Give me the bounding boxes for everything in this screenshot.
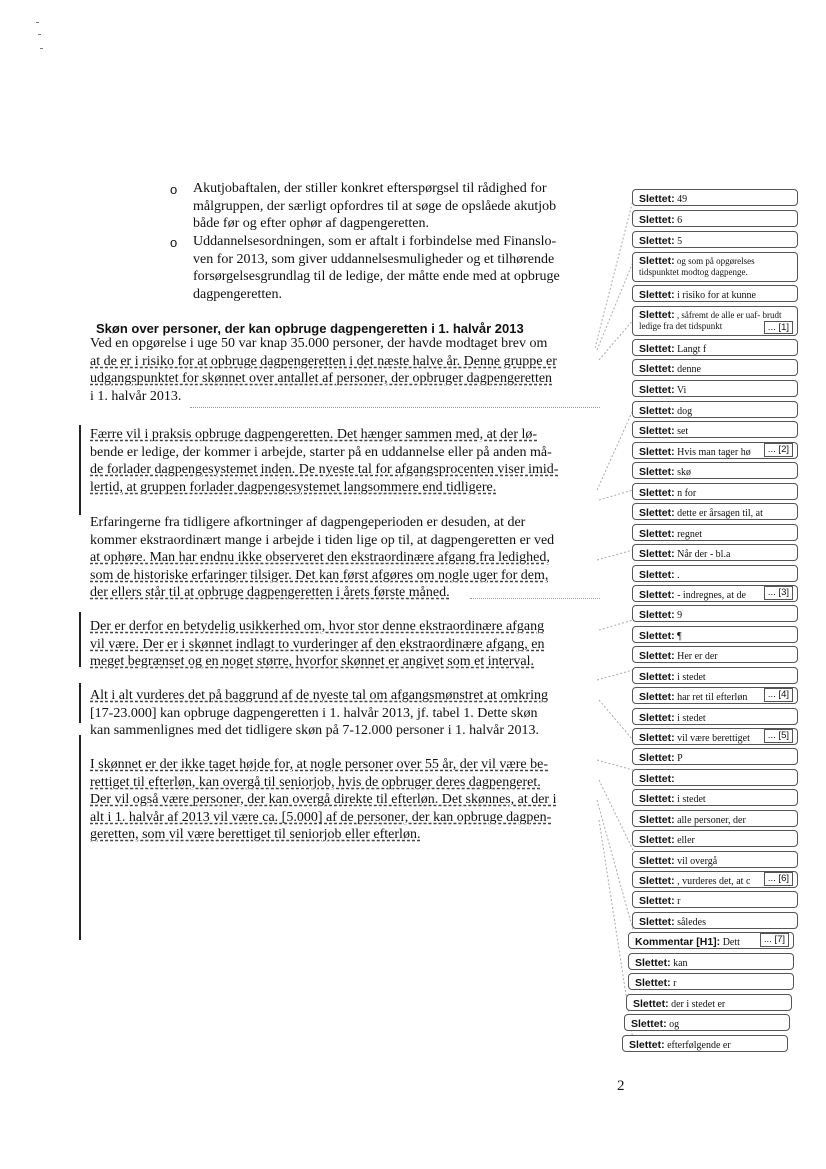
balloon-7[interactable]: Slettet: Langt f <box>632 339 798 356</box>
balloon-32[interactable]: Slettet: vil overgå <box>632 851 798 868</box>
balloon-40[interactable]: Slettet: og <box>624 1014 790 1031</box>
balloon-24[interactable]: Slettet: har ret til efterløn ... [4] <box>632 687 798 704</box>
balloon-39[interactable]: Slettet: der i stedet er <box>626 994 792 1011</box>
more-button[interactable]: ... [1] <box>764 321 793 334</box>
change-bar <box>79 735 81 940</box>
balloon-33[interactable]: Slettet: , vurderes det, at c ... [6] <box>632 871 798 888</box>
scan-mark <box>40 48 43 49</box>
balloon-1[interactable]: Slettet: 49 <box>632 189 798 206</box>
balloon-26[interactable]: Slettet: vil være berettiget ... [5] <box>632 728 798 745</box>
balloon-13[interactable]: Slettet: skø <box>632 462 798 479</box>
balloon-16[interactable]: Slettet: regnet <box>632 524 798 541</box>
balloon-3[interactable]: Slettet: 5 <box>632 231 798 248</box>
balloon-connectors <box>595 200 635 1040</box>
page-number: 2 <box>617 1078 625 1094</box>
more-button[interactable]: ... [3] <box>764 586 793 600</box>
balloon-10[interactable]: Slettet: dog <box>632 401 798 418</box>
leader-line <box>470 598 600 599</box>
balloon-25[interactable]: Slettet: i stedet <box>632 708 798 725</box>
balloon-19[interactable]: Slettet: - indregnes, at de ... [3] <box>632 585 798 602</box>
scan-mark <box>36 22 39 23</box>
paragraph-1: Ved en opgørelse i uge 50 var knap 35.000 personer, der havde modtaget brev om at de er i risiko for at opbruge dagpengeretten i det næste halve år. Denne gruppe er udgangspunktet for skønnet over antallet af personer, der opbruger dagpengeretten i 1. halvår 2013. <box>90 336 557 404</box>
balloon-38[interactable]: Slettet: r <box>628 973 794 990</box>
balloon-8[interactable]: Slettet: denne <box>632 359 798 376</box>
balloon-27[interactable]: Slettet: P <box>632 748 798 765</box>
balloon-23[interactable]: Slettet: i stedet <box>632 667 798 684</box>
balloon-18[interactable]: Slettet: . <box>632 565 798 582</box>
balloon-22[interactable]: Slettet: Her er der <box>632 646 798 663</box>
paragraph-3: Erfaringerne fra tidligere afkortninger af dagpengeperioden er desuden, at der kommer ekstraordinært mange i arbejde i tiden lige op til, at dagpengeretten er ved at ophøre. Man har endnu ikke observeret den ekstraordinære afgang fra ledighed, som de historiske erfaringer tilsiger. Det kan først afgøres om nogle uger for dem, der ellers står til at opbruge dagpengeretten i årets første måned. <box>90 515 555 600</box>
bullet-marker: o <box>170 182 178 197</box>
bullet-item-akutjob: Akutjobaftalen, der stiller konkret efterspørgsel til rådighed for målgruppen, der særligt opfordres til at søge de opslåede akutjob både før og efter ophør af dagpengeretten. <box>193 181 557 231</box>
bullet-item-uddannelse: Uddannelsesordningen, som er aftalt i forbindelse med Finanslo- ven for 2013, som giver uddannelsesmuligheder og et tilhørende forsørgelsesgrundlag til de ledige, der måtte ende med at opbruge dagpengeretten. <box>193 234 560 302</box>
change-bar <box>79 683 81 723</box>
paragraph-5: Alt i alt vurderes det på baggrund af de nyeste tal om afgangsmønstret at omkring [17-23.000] kan opbruge dagpengeretten i 1. halvår 2013, jf. tabel 1. Dette skøn kan sammenlignes med det tidligere skøn på 7-12.000 personer i 1. halvår 2013. <box>90 688 548 738</box>
change-bar <box>79 612 81 667</box>
balloon-37[interactable]: Slettet: kan <box>628 953 794 970</box>
more-button[interactable]: ... [7] <box>760 933 789 947</box>
section-heading: Skøn over personer, der kan opbruge dagpengeretten i 1. halvår 2013 <box>96 321 524 336</box>
balloon-14[interactable]: Slettet: n for <box>632 483 798 500</box>
balloon-29[interactable]: Slettet: i stedet <box>632 789 798 806</box>
balloon-9[interactable]: Slettet: Vi <box>632 380 798 397</box>
balloon-31[interactable]: Slettet: eller <box>632 830 798 847</box>
more-button[interactable]: ... [5] <box>764 729 793 743</box>
leader-line <box>190 407 600 408</box>
bullet-marker: o <box>170 235 178 250</box>
balloon-35[interactable]: Slettet: således <box>632 912 798 929</box>
balloon-6[interactable]: Slettet: , såfremt de alle er uaf- brudt ledige fra det tidspunkt ... [1] <box>632 306 798 336</box>
more-button[interactable]: ... [2] <box>764 443 793 457</box>
balloon-5[interactable]: Slettet: i risiko for at kunne <box>632 285 798 302</box>
balloon-4[interactable]: Slettet: og som på opgørelses tidspunktet modtog dagpenge. <box>632 252 798 282</box>
scan-mark <box>38 34 41 35</box>
balloon-34[interactable]: Slettet: r <box>632 891 798 908</box>
balloon-20[interactable]: Slettet: 9 <box>632 605 798 622</box>
more-button[interactable]: ... [6] <box>764 872 793 886</box>
comment-balloon[interactable]: Kommentar [H1]: Dett ... [7] <box>628 932 794 949</box>
paragraph-2: Færre vil i praksis opbruge dagpengeretten. Det hænger sammen med, at der lø- bende er ledige, der kommer i arbejde, starter på en uddannelse eller på anden må- de forlader dagpengesystemet inden. De nyeste tal for afgangsprocenten viser imid- lertid, at gruppen forlader dagpengesystemet langsommere end tidligere. <box>90 427 559 495</box>
balloon-2[interactable]: Slettet: 6 <box>632 210 798 227</box>
balloon-15[interactable]: Slettet: dette er årsagen til, at <box>632 503 798 520</box>
balloon-28[interactable]: Slettet: <box>632 769 798 786</box>
balloon-11[interactable]: Slettet: set <box>632 421 798 438</box>
change-bar <box>79 425 81 515</box>
balloon-30[interactable]: Slettet: alle personer, der <box>632 810 798 827</box>
paragraph-6: I skønnet er der ikke taget højde for, at nogle personer over 55 år, der vil være be- rettiget til efterløn, kan overgå til seniorjob, hvis de opbruger deres dagpengeret. Der vil også være personer, der kan overgå direkte til efterløn. Det skønnes, at der i alt i 1. halvår af 2013 vil være ca. [5.000] af de personer, der kan opbruge dagpen- geretten, som vil være berettiget til seniorjob eller efterløn. <box>90 757 557 842</box>
paragraph-4: Der er derfor en betydelig usikkerhed om, hvor stor denne ekstraordinære afgang vil være. Der er i skønnet indlagt to vurderinger af den ekstraordinære afgang, en meget begrænset og en noget større, hvorfor skønnet er angivet som et interval. <box>90 619 545 669</box>
balloon-41[interactable]: Slettet: efterfølgende er <box>622 1035 788 1052</box>
balloon-17[interactable]: Slettet: Når der - bl.a <box>632 544 798 561</box>
balloon-12[interactable]: Slettet: Hvis man tager hø ... [2] <box>632 442 798 459</box>
more-button[interactable]: ... [4] <box>764 688 793 702</box>
balloon-21[interactable]: Slettet: ¶ <box>632 626 798 643</box>
